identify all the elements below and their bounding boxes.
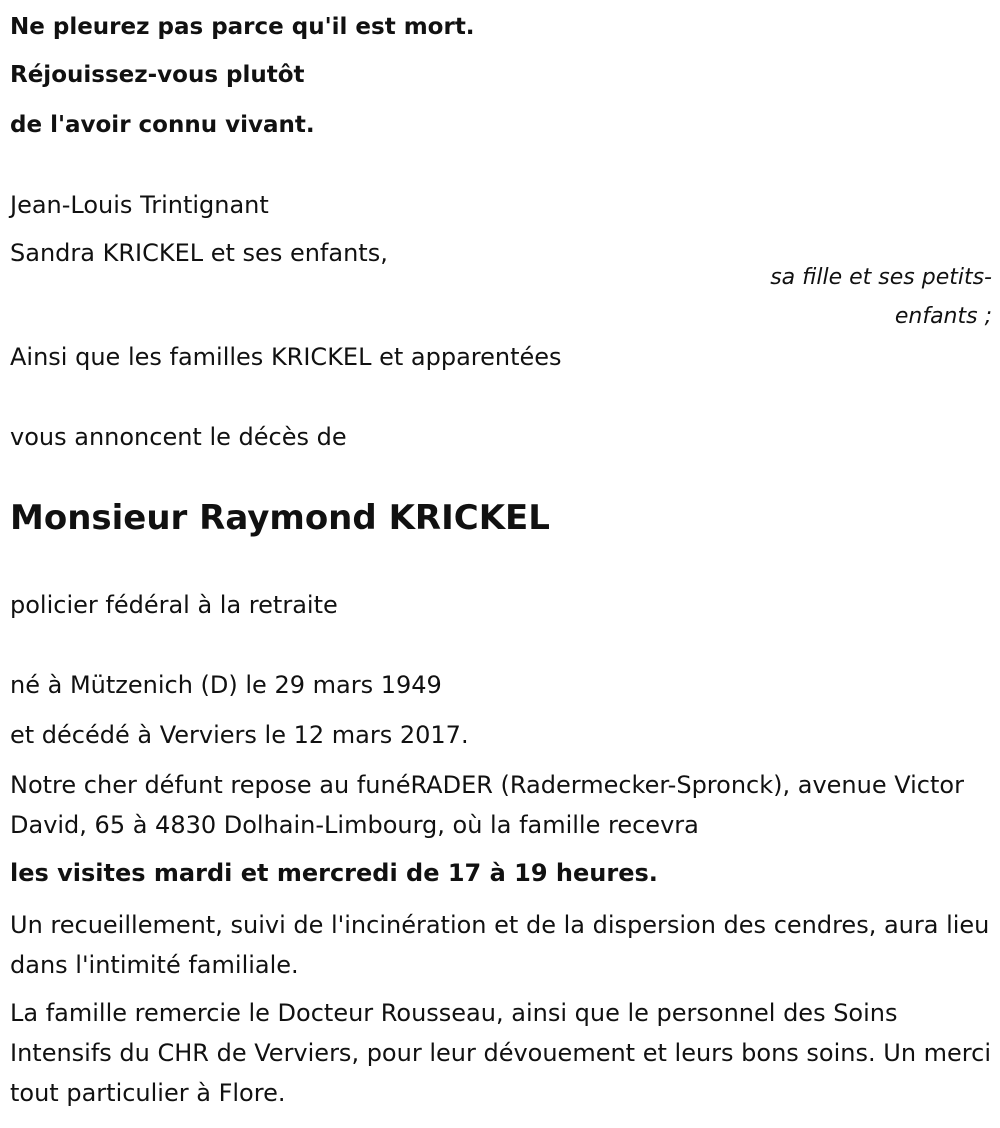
mourner-relation-1: sa fille et ses petits- <box>770 265 992 290</box>
ceremony-info: Un recueillement, suivi de l'incinération et de la dispersion des cendres, aura lieu dans l'intimité familiale. <box>10 911 990 979</box>
deceased-profession: policier fédéral à la retraite <box>10 591 338 619</box>
mourner-daughter: Sandra KRICKEL et ses enfants, <box>10 239 388 267</box>
mourner-name: Jean-Louis Trintignant <box>10 191 269 219</box>
quote-line-3: de l'avoir connu vivant. <box>10 112 315 138</box>
deceased-name: Monsieur Raymond KRICKEL <box>10 498 550 538</box>
funeral-home-info: Notre cher défunt repose au funéRADER (Radermecker-Spronck), avenue Victor David, 65 à 4830 Dolhain-Limbourg, où la famille recevra <box>10 771 964 839</box>
quote-line-2: Réjouissez-vous plutôt <box>10 62 305 88</box>
mourner-families: Ainsi que les familles KRICKEL et apparentées <box>10 343 562 371</box>
death-info: et décédé à Verviers le 12 mars 2017. <box>10 721 469 749</box>
thanks-message: La famille remercie le Docteur Rousseau, ainsi que le personnel des Soins Intensifs du CHR de Verviers, pour leur dévouement et leurs bons soins. Un merci tout particulier à Flore. <box>10 999 992 1107</box>
mourner-relation-2: enfants ; <box>894 304 992 329</box>
announcement: vous annoncent le décès de <box>10 423 347 451</box>
visiting-hours: les visites mardi et mercredi de 17 à 19 heures. <box>10 859 658 887</box>
quote-line-1: Ne pleurez pas parce qu'il est mort. <box>10 14 475 40</box>
birth-info: né à Mützenich (D) le 29 mars 1949 <box>10 671 442 699</box>
